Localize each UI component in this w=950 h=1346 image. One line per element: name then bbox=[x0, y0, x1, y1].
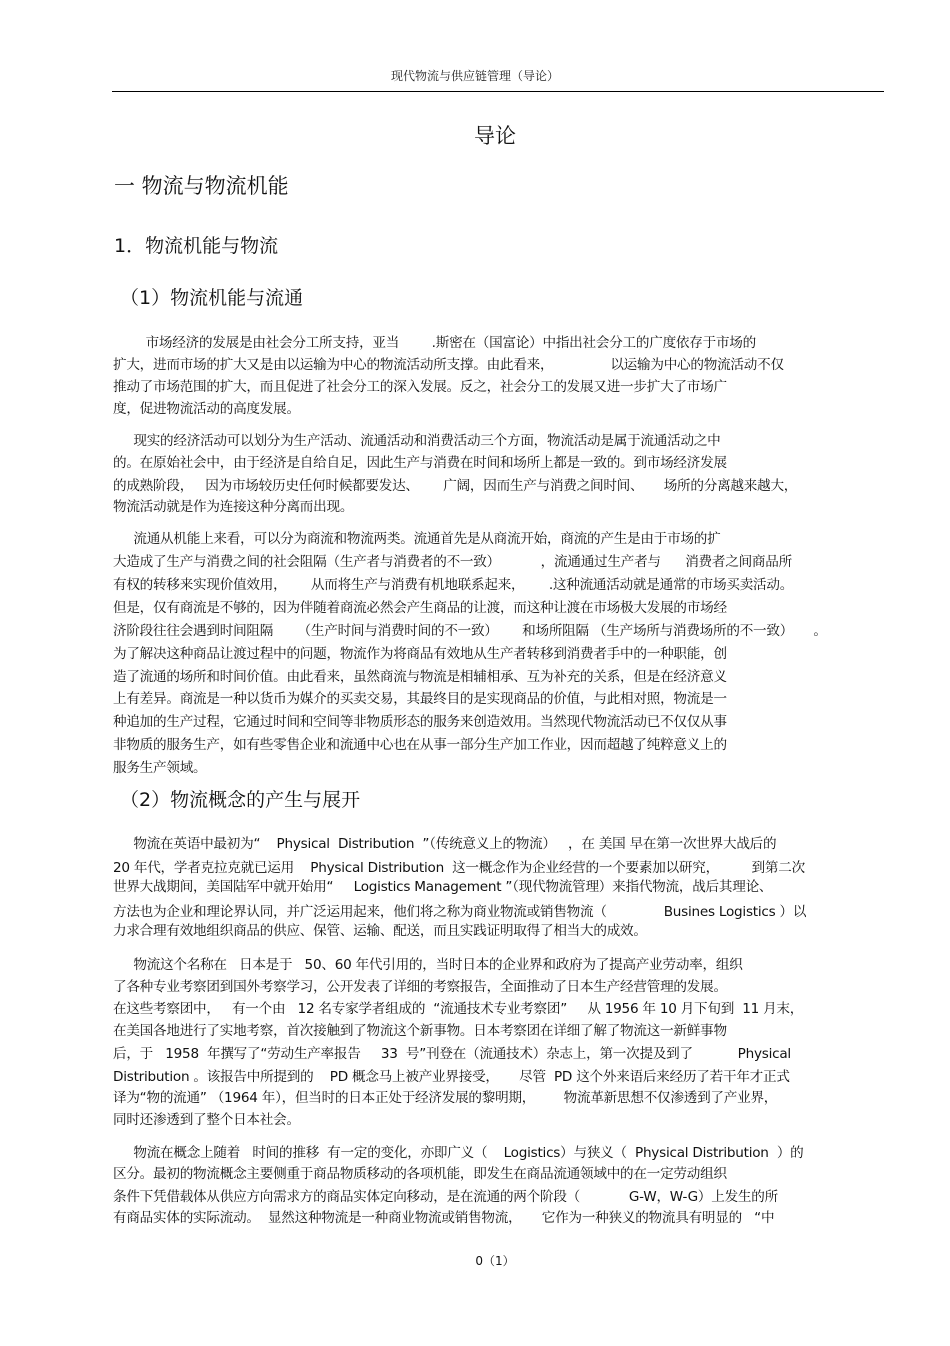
header-divider bbox=[112, 91, 884, 92]
text-line: 济阶段往往会遇到时间阻隔 （生产时间与消费时间的不一致） 和场所阻隔 （生产场所与消费场所的不一致） 。 bbox=[113, 623, 827, 639]
text-line: 有权的转移来实现价值效用， 从而将生产与消费有机地联系起来， .这种流通活动就是通常的市场买卖活动。 bbox=[113, 577, 794, 593]
text-line: 但是，仅有商流是不够的，因为伴随着商流必然会产生商品的让渡，而这种让渡在市场极大发展的市场经 bbox=[113, 600, 727, 616]
text-line: 力求合理有效地组织商品的供应、保管、运输、配送，而且实践证明取得了相当大的成效。 bbox=[113, 923, 647, 939]
text-line: 条件下凭借载体从供应方向需求方的商品实体定向移动，是在流通的两个阶段（ G-W，W-G）上发生的所 bbox=[113, 1189, 778, 1205]
page-number: 0（1） bbox=[475, 1254, 515, 1268]
section-heading: 1．物流机能与物流 bbox=[114, 235, 279, 257]
chapter-heading: 一 物流与物流机能 bbox=[114, 174, 289, 198]
text-line: 了各种专业考察团到国外考察学习，公开发表了详细的考察报告，全面推动了日本生产经营管理的发展。 bbox=[113, 979, 727, 995]
text-line: 译为“物的流通” （1964 年），但当时的日本正处于经济发展的黎明期， 物流革新思想不仅渗透到了产业界， bbox=[113, 1090, 778, 1106]
text-line: 物流在英语中最初为“ Physical Distribution ”（传统意义上的物流） ，在 美国 早在第一次世界大战后的 bbox=[113, 836, 777, 852]
text-line: 服务生产领域。 bbox=[113, 760, 207, 776]
text-line: 流通从机能上来看，可以分为商流和物流两类。流通首先是从商流开始，商流的产生是由于市场的扩 bbox=[113, 531, 721, 547]
text-line: 种追加的生产过程，它通过时间和空间等非物质形态的服务来创造效用。当然现代物流活动已不仅仅从事 bbox=[113, 714, 727, 730]
text-line: 现实的经济活动可以划分为生产活动、流通活动和消费活动三个方面，物流活动是属于流通活动之中 bbox=[113, 433, 721, 449]
text-line: 市场经济的发展是由社会分工所支持，亚当 .斯密在（国富论）中指出社会分工的广度依存于市场的 bbox=[113, 335, 756, 351]
text-line: 物流这个名称在 日本是于 50、60 年代引用的，当时日本的企业界和政府为了提高产业劳动率，组织 bbox=[113, 957, 743, 973]
page-title: 导论 bbox=[474, 124, 516, 148]
text-line: 物流活动就是作为连接这种分离而出现。 bbox=[113, 499, 354, 515]
text-line: 度，促进物流活动的高度发展。 bbox=[113, 401, 300, 417]
text-line: 物流在概念上随着 时间的推移 有一定的变化，亦即广义（ Logistics）与狭义（ Physical Distribution ）的 bbox=[113, 1145, 804, 1161]
text-line: 上有差异。商流是一种以货币为媒介的买卖交易，其最终目的是实现商品的价值，与此相对照，物流是一 bbox=[113, 691, 727, 707]
text-line: 世界大战期间，美国陆军中就开始用“ Logistics Management ”（现代物流管理）来指代物流，战后其理论、 bbox=[113, 879, 773, 895]
text-line: 造了流通的场所和时间价值。由此看来，虽然商流与物流是相辅相承、互为补充的关系，但是在经济意义 bbox=[113, 669, 727, 685]
text-line: 推动了市场范围的扩大，而且促进了社会分工的深入发展。反之，社会分工的发展又进一步扩大了市场广 bbox=[113, 379, 727, 395]
text-line: 在这些考察团中， 有一个由 12 名专家学者组成的 “流通技术专业考察团” 从 1956 年 10 月下旬到 11 月末， bbox=[113, 1001, 804, 1017]
text-line: 大造成了生产与消费之间的社会阻隔（生产者与消费者的不一致） ，流通通过生产者与 消费者之间商品所 bbox=[113, 554, 792, 570]
text-line: 有商品实体的实际流动。 显然这种物流是一种商业物流或销售物流， 它作为一种狭义的物流具有明显的 “中 bbox=[113, 1210, 775, 1226]
text-line: 同时还渗透到了整个日本社会。 bbox=[113, 1112, 300, 1128]
text-line: 在美国各地进行了实地考察，首次接触到了物流这个新事物。日本考察团在详细了解了物流这一新鲜事物 bbox=[113, 1023, 727, 1039]
running-header: 现代物流与供应链管理（导论） bbox=[390, 69, 559, 83]
text-line: 20 年代，学者克拉克就已运用 Physical Distribution 这一概念作为企业经营的一个要素加以研究， 到第二次 bbox=[113, 860, 805, 876]
text-line: 扩大，进而市场的扩大又是由以运输为中心的物流活动所支撑。由此看来， 以运输为中心的物流活动不仅 bbox=[113, 357, 784, 373]
subsection-heading-2: （2）物流概念的产生与展开 bbox=[120, 789, 361, 811]
text-line: Distribution 。该报告中所提到的 PD 概念马上被产业界接受， 尽管 PD 这个外来语后来经历了若干年才正式 bbox=[113, 1069, 790, 1085]
text-line: 为了解决这种商品让渡过程中的问题，物流作为将商品有效地从生产者转移到消费者手中的一种职能，创 bbox=[113, 646, 727, 662]
text-line: 非物质的服务生产，如有些零售企业和流通中心也在从事一部分生产加工作业，因而超越了纯粹意义上的 bbox=[113, 737, 727, 753]
text-line: 区分。最初的物流概念主要侧重于商品物质移动的各项机能，即发生在商品流通领域中的在一定劳动组织 bbox=[113, 1166, 727, 1182]
text-line: 的。在原始社会中，由于经济是自给自足，因此生产与消费在时间和场所上都是一致的。到市场经济发展 bbox=[113, 455, 727, 471]
text-line: 的成熟阶段， 因为市场较历史任何时候都要发达、 广阔，因而生产与消费之间时间、 场所的分离越来越大， bbox=[113, 478, 798, 494]
text-line: 后，于 1958 年撰写了“劳动生产率报告 33 号”刊登在（流通技术）杂志上，第一次提及到了 Physical bbox=[113, 1046, 791, 1062]
text-line: 方法也为企业和理论界认同，并广泛运用起来，他们将之称为商业物流或销售物流（ Busines Logistics ）以 bbox=[113, 904, 807, 920]
subsection-heading-1: （1）物流机能与流通 bbox=[120, 287, 304, 309]
